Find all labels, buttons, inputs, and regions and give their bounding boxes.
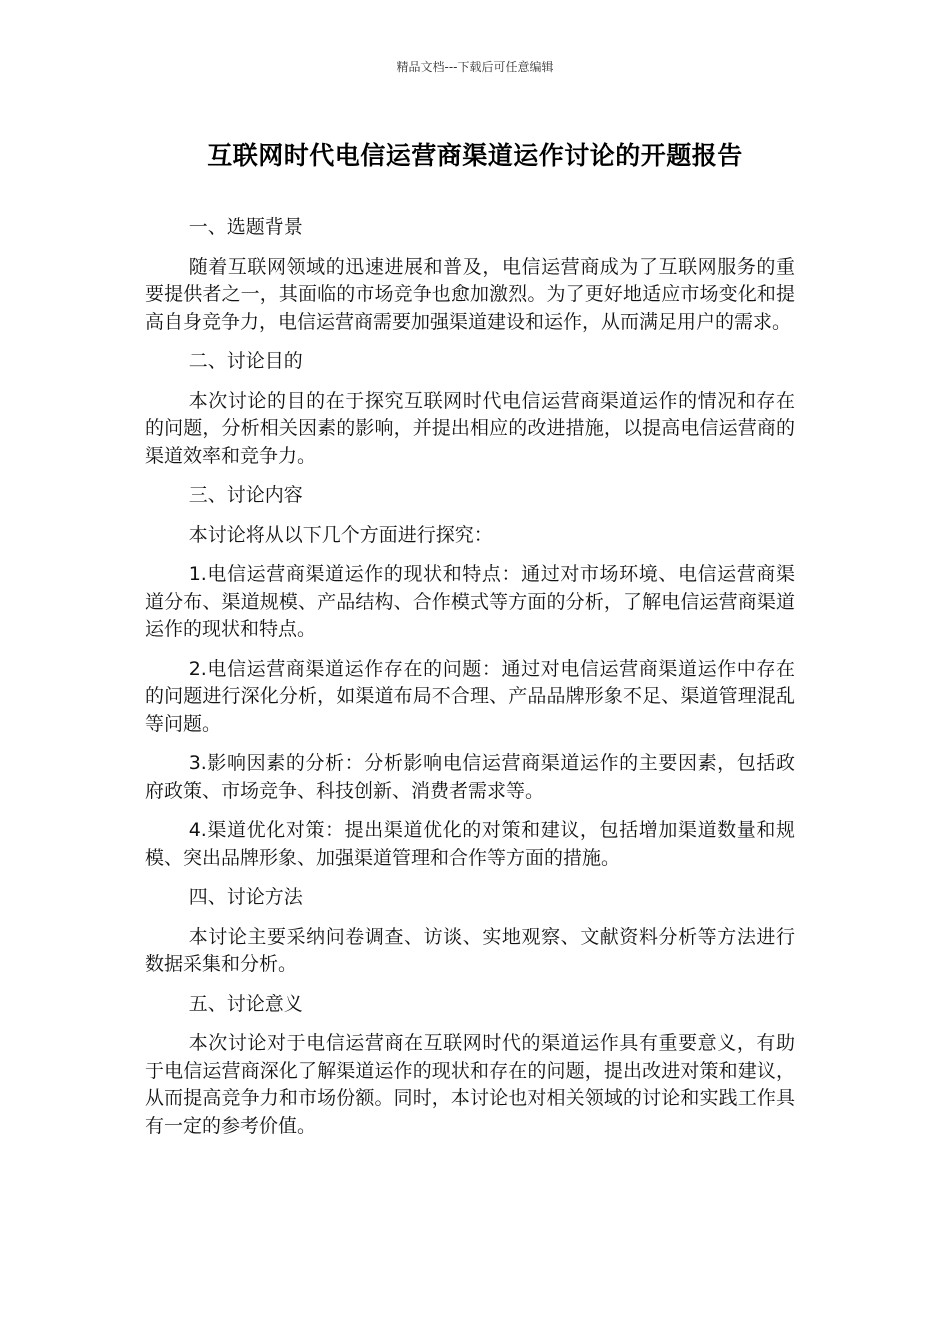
list-item-4: 4.渠道优化对策：提出渠道优化的对策和建议，包括增加渠道数量和规模、突出品牌形象、加强渠道管理和合作等方面的措施。 <box>145 819 795 869</box>
list-item-2: 2.电信运营商渠道运作存在的问题：通过对电信运营商渠道运作中存在的问题进行深化分析，如渠道布局不合理、产品品牌形象不足、渠道管理混乱等问题。 <box>145 657 795 735</box>
paragraph-background: 随着互联网领域的迅速进展和普及，电信运营商成为了互联网服务的重要提供者之一，其面临的市场竞争也愈加激烈。为了更好地适应市场变化和提高自身竞争力，电信运营商需要加强渠道建设和运作，从而满足用户的需求。 <box>145 255 795 333</box>
section-heading-significance: 五、讨论意义 <box>188 992 303 1015</box>
section-heading-background: 一、选题背景 <box>188 216 303 238</box>
list-item-3: 3.影响因素的分析：分析影响电信运营商渠道运作的主要因素，包括政府政策、市场竞争、科技创新、消费者需求等。 <box>145 752 795 802</box>
section-heading-content: 三、讨论内容 <box>188 484 303 506</box>
paragraph-content-intro: 本讨论将从以下几个方面进行探究： <box>188 523 493 546</box>
document-body <box>145 214 795 1152</box>
paragraph-purpose: 本次讨论的目的在于探究互联网时代电信运营商渠道运作的情况和存在的问题，分析相关因素的影响，并提出相应的改进措施，以提高电信运营商的渠道效率和竞争力。 <box>145 389 795 467</box>
section-heading-method: 四、讨论方法 <box>188 886 303 908</box>
list-item-1: 1.电信运营商渠道运作的现状和特点：通过对市场环境、电信运营商渠道分布、渠道规模、产品结构、合作模式等方面的分析，了解电信运营商渠道运作的现状和特点。 <box>145 563 795 640</box>
paragraph-significance: 本次讨论对于电信运营商在互联网时代的渠道运作具有重要意义，有助于电信运营商深化了解渠道运作的现状和存在的问题，提出改进对策和建议，从而提高竞争力和市场份额。同时，本讨论也对相关领域的讨论和实践工作具有一定的参考价值。 <box>145 1032 795 1137</box>
document-title: 互联网时代电信运营商渠道运作讨论的开题报告 <box>207 141 743 170</box>
paragraph-method: 本讨论主要采纳问卷调查、访谈、实地观察、文献资料分析等方法进行数据采集和分析。 <box>145 925 795 975</box>
header-note: 精品文档---下载后可任意编辑 <box>396 60 554 74</box>
section-heading-purpose: 二、讨论目的 <box>188 350 303 372</box>
